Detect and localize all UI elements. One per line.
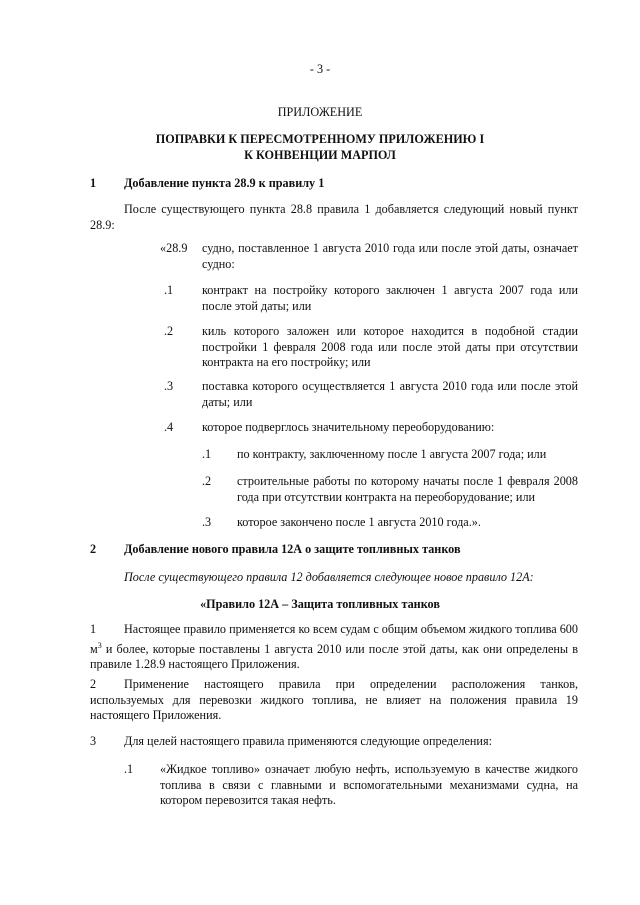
subitem-text: которое закончено после 1 августа 2010 года.». [237,515,481,529]
subitem-text: строительные работы по которому начаты после 1 февраля 2008 года при отсутствии контракта на переоборудование; или [237,474,578,504]
paragraph-number: 2 [90,677,97,691]
section2-heading: Добавление нового правила 12А о защите топливных танков [124,542,461,556]
item-number: .3 [164,379,174,393]
subitem-number: .2 [202,474,212,488]
page-number: - 3 - [309,62,331,76]
section2-intro: После существующего правила 12 добавляется следующее новое правило 12А: [124,570,534,584]
subitem-number: .3 [202,515,212,529]
subitem-text: по контракту, заключенному после 1 августа 2007 года; или [237,447,547,461]
section1-heading: Добавление пункта 28.9 к правилу 1 [124,176,325,190]
rule-title: «Правило 12А – Защита топливных танков [200,597,440,611]
paragraph-text: Для целей настоящего правила применяются следующие определения: [124,734,492,748]
item-text: контракт на постройку которого заключен 1 августа 2007 года или после этой даты; или [202,283,578,313]
title-line-1: ПОПРАВКИ К ПЕРЕСМОТРЕННОМУ ПРИЛОЖЕНИЮ I [155,132,485,146]
section2-number: 2 [90,542,97,556]
definition-item-text: «Жидкое топливо» означает любую нефть, используемую в качестве жидкого топлива в связи с главными и вспомогательными механизмами судна, на котором перевозится такая нефть. [160,762,578,807]
definition-item-number: .1 [124,762,134,776]
definition-number: «28.9 [160,241,188,255]
item-text: киль которого заложен или которое находится в подобной стадии постройки 1 февраля 2008 года или после этой даты при отсутствии контракта на его постройку; или [202,324,578,369]
item-number: .4 [164,420,174,434]
paragraph-text: Настоящее правило применяется ко всем судам с общим объемом жидкого топлива 600 $м^3$ и более, которые поставлены 1 августа 2010 или после этой даты, как они определены в правиле 1.28.9 настоящего Приложения. [90,622,578,672]
item-text: которое подверглось значительному переоборудованию: [202,420,495,434]
subitem-number: .1 [202,447,212,461]
annex-label: ПРИЛОЖЕНИЕ [277,105,363,119]
section1-intro: После существующего пункта 28.8 правила 1 добавляется следующий новый пункт 28.9: [90,202,578,232]
definition-text: судно, поставленное 1 августа 2010 года или после этой даты, означает судно: [202,241,578,271]
item-number: .1 [164,283,174,297]
item-number: .2 [164,324,174,338]
title-line-2: К КОНВЕНЦИИ МАРПОЛ [244,148,396,162]
paragraph-number: 3 [90,734,97,748]
paragraph-number: 1 [90,622,97,636]
section1-number: 1 [90,176,97,190]
paragraph-text: Применение настоящего правила при определении расположения танков, используемых для перевозки жидкого топлива, не влияет на положения правила 19 настоящего Приложения. [90,677,578,722]
item-text: поставка которого осуществляется 1 августа 2010 года или после этой даты; или [202,379,578,409]
